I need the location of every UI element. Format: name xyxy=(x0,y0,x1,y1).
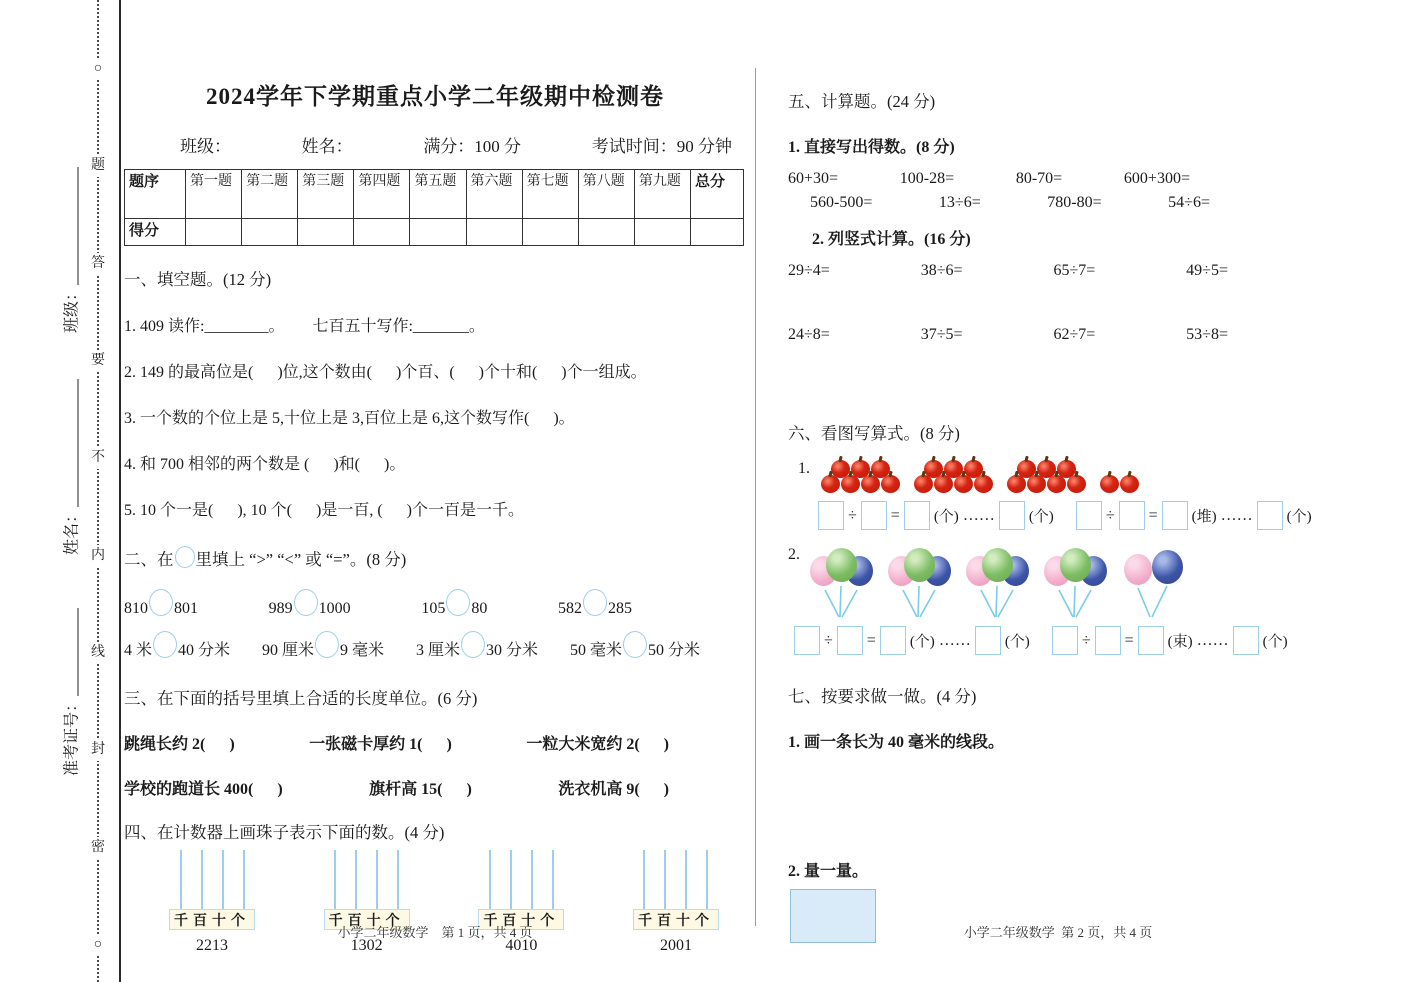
score-table-col: 第五题 xyxy=(410,170,466,219)
math-expression: 60+30= xyxy=(788,170,839,187)
page-1 xyxy=(124,0,746,955)
apple-icon xyxy=(1027,475,1046,493)
math-expression: 780-80= xyxy=(1047,194,1102,211)
score-row-label: 得分 xyxy=(125,219,186,246)
counter-number: 2001 xyxy=(659,937,692,955)
compare-right-value: 1000 xyxy=(318,600,351,618)
math-expression: 100-28= xyxy=(899,170,955,187)
unit-label: (个) xyxy=(1028,509,1054,525)
counter-rod xyxy=(355,850,357,910)
math-expression: 65÷7= xyxy=(1053,262,1096,279)
margin-label-name-text: 姓名： xyxy=(63,506,81,556)
section-2-heading xyxy=(124,546,746,572)
counter-number: 2213 xyxy=(196,937,228,955)
remainder-dots: …… xyxy=(1220,506,1253,524)
margin-label-class xyxy=(59,167,82,333)
math-expression: 38÷6= xyxy=(920,262,963,279)
compare-right-value: 285 xyxy=(607,600,632,618)
compare-pair xyxy=(558,596,632,623)
compare-row xyxy=(124,637,700,665)
section-3-heading: 三、在下面的括号里填上合适的长度单位。(6 分) xyxy=(124,689,478,709)
column-math-row xyxy=(788,262,1228,280)
section-1-heading: 一、填空题。(12 分) xyxy=(124,270,272,289)
unit-fill-row xyxy=(124,776,669,799)
answer-box xyxy=(999,501,1025,530)
compare-pair xyxy=(124,596,198,623)
equals-sign: = xyxy=(866,631,876,649)
counter-rod xyxy=(664,850,666,910)
compare-right-value: 80 xyxy=(471,600,488,618)
question-line: 3. 一个数的个位上是 5,十位上是 3,百位上是 6,这个数写作( )。 xyxy=(124,410,575,427)
math-expression: 62÷7= xyxy=(1053,326,1096,343)
apple-row xyxy=(1099,475,1139,493)
page-1-footer: 小学二年级数学 第 1 页，共 4 页 xyxy=(337,925,533,940)
counter-rod xyxy=(643,850,645,910)
score-cell xyxy=(410,219,466,246)
page-2-footer: 小学二年级数学 第 2 页，共 4 页 xyxy=(963,925,1153,940)
math-expression: 600+300= xyxy=(1123,170,1190,187)
apple-icon xyxy=(1007,475,1026,493)
counter-rod xyxy=(376,850,378,910)
unit-fill-item: 跳绳长约 2( ) xyxy=(124,736,235,754)
balloon-bunch xyxy=(1044,546,1108,620)
answer-box xyxy=(975,626,1001,655)
score-table-col: 第八题 xyxy=(578,170,634,219)
margin-label-exam-number xyxy=(59,608,82,776)
score-cell xyxy=(298,219,354,246)
answer-box xyxy=(861,501,887,530)
math-expression: 53÷8= xyxy=(1186,326,1228,343)
margin-label-class-text: 班级： xyxy=(63,284,81,334)
seal-line-char: ○ xyxy=(90,934,106,956)
pink-balloon-icon xyxy=(1124,554,1152,585)
equation-fill-row xyxy=(818,501,1328,530)
unit-fill-row xyxy=(124,731,669,754)
exam-info-row xyxy=(124,132,746,157)
score-cell xyxy=(578,219,634,246)
compare-left-value: 50 毫米 xyxy=(569,642,622,660)
remainder-dots: …… xyxy=(962,506,995,524)
score-cell xyxy=(634,219,690,246)
apple-group xyxy=(1099,478,1139,493)
compare-left-value: 810 xyxy=(124,600,148,618)
counter-rod xyxy=(510,850,512,910)
counter-base-label: 千百十个 xyxy=(478,909,564,930)
mental-math-row xyxy=(810,194,1210,212)
picture-item-balloons xyxy=(788,546,1328,620)
seal-line-char: 要 xyxy=(90,350,106,372)
apple-icon xyxy=(1120,475,1139,493)
math-expression: 13÷6= xyxy=(938,194,981,211)
math-expression: 37÷5= xyxy=(920,326,963,343)
compare-circle-blank xyxy=(583,589,607,616)
apple-row xyxy=(923,460,983,478)
score-table-col: 第一题 xyxy=(186,170,242,219)
compare-left-value: 4 米 xyxy=(124,642,153,660)
unit-label: (堆) xyxy=(1191,509,1217,525)
balloons-picture xyxy=(810,546,1186,620)
math-expression: 80-70= xyxy=(1015,170,1063,187)
score-cell xyxy=(691,219,744,246)
info-field: 满分：100 分 xyxy=(423,137,522,156)
apple-icon xyxy=(914,475,933,493)
math-expression: 49÷5= xyxy=(1186,262,1228,279)
unit-fill-item: 旗杆高 15( ) xyxy=(369,781,472,799)
counter-rod xyxy=(201,850,203,910)
info-field: 班级： xyxy=(180,137,231,156)
equals-sign: = xyxy=(1148,506,1158,524)
counter-rod xyxy=(552,850,554,910)
apple-icon xyxy=(1047,475,1066,493)
apple-group xyxy=(913,460,993,493)
margin-label-exam-number-text: 准考证号： xyxy=(63,695,81,777)
answer-box xyxy=(794,626,820,655)
counter-rod xyxy=(706,850,708,910)
section-2-heading-post: 里填上 “>” “<” 或 “=”。(8 分) xyxy=(195,550,407,569)
answer-box xyxy=(904,501,930,530)
unit-fill-item: 一粒大米宽约 2( ) xyxy=(526,736,669,754)
compare-pair xyxy=(124,637,230,665)
fill-in-line xyxy=(77,608,79,696)
green-balloon-icon xyxy=(826,548,857,582)
seal-line-char: 不 xyxy=(90,447,106,469)
answer-box xyxy=(1095,626,1121,655)
section-5-sub-2: 2. 列竖式计算。(16 分) xyxy=(812,231,971,248)
equals-sign: = xyxy=(1124,631,1134,649)
apple-icon xyxy=(974,475,993,493)
apple-group xyxy=(1006,460,1086,493)
apples-picture xyxy=(820,460,1139,493)
picture-item-apples xyxy=(798,460,1328,493)
compare-pair xyxy=(570,637,700,665)
answer-box xyxy=(880,626,906,655)
compare-left-value: 3 厘米 xyxy=(415,642,460,660)
unit-label: (个) xyxy=(909,634,935,650)
score-table-col: 第七题 xyxy=(522,170,578,219)
counter-rod xyxy=(489,850,491,910)
page-2 xyxy=(788,0,1328,943)
math-expression: 560-500= xyxy=(810,194,873,211)
exam-title: 2024学年下学期重点小学二年级期中检测卷 xyxy=(206,84,664,109)
blank-circle xyxy=(175,546,195,568)
unit-label: (个) xyxy=(1262,634,1288,650)
answer-box xyxy=(1162,501,1188,530)
compare-pair xyxy=(421,596,487,623)
compare-circle-blank xyxy=(149,589,173,616)
item-number: 1. xyxy=(798,460,810,477)
page-frame-line xyxy=(119,0,121,982)
score-table-corner: 题序 xyxy=(125,170,186,219)
info-field: 姓名： xyxy=(301,137,353,156)
green-balloon-icon xyxy=(904,548,935,582)
answer-box xyxy=(1138,626,1164,655)
score-table-col: 第二题 xyxy=(242,170,298,219)
math-expression: 29÷4= xyxy=(788,262,830,279)
answer-box xyxy=(837,626,863,655)
compare-right-value: 50 分米 xyxy=(647,642,700,660)
counter-rod xyxy=(531,850,533,910)
equation-fill-row xyxy=(794,626,1328,655)
counter-rods xyxy=(489,850,554,910)
score-cell xyxy=(354,219,410,246)
seal-line-text xyxy=(90,0,106,982)
apple-icon xyxy=(841,475,860,493)
counter-rod xyxy=(397,850,399,910)
score-table-col: 第九题 xyxy=(634,170,690,219)
question-line: 1. 409 读作:________。 七百五十写作:_______。 xyxy=(124,318,485,335)
score-cell xyxy=(466,219,522,246)
fill-in-line xyxy=(77,167,79,285)
score-cell xyxy=(186,219,242,246)
compare-right-value: 30 分米 xyxy=(485,642,538,660)
compare-left-value: 105 xyxy=(421,600,446,618)
apple-group xyxy=(820,460,900,493)
apple-row xyxy=(1016,460,1076,478)
compare-circle-blank xyxy=(315,631,339,658)
compare-circle-blank xyxy=(623,631,647,658)
answer-box xyxy=(1076,501,1102,530)
counter-rods xyxy=(643,850,708,910)
compare-left-value: 989 xyxy=(268,600,293,618)
balloon-bunch xyxy=(810,546,874,620)
score-table-total: 总分 xyxy=(691,170,744,219)
unit-label: (个) xyxy=(1004,634,1030,650)
question-line: 2. 149 的最高位是( )位,这个数由( )个百、( )个十和( )个一组成。 xyxy=(124,364,647,381)
apple-icon xyxy=(954,475,973,493)
page-divider-line xyxy=(755,68,756,926)
unit-fill-item: 学校的跑道长 400( ) xyxy=(124,781,283,799)
score-table xyxy=(124,169,744,246)
green-balloon-icon xyxy=(982,548,1013,582)
divide-sign: ÷ xyxy=(1081,631,1091,649)
score-table-col: 第六题 xyxy=(466,170,522,219)
section-4-heading: 四、在计数器上画珠子表示下面的数。(4 分) xyxy=(124,823,445,843)
counter-rod xyxy=(180,850,182,910)
mental-math-row xyxy=(788,170,1190,188)
counter-base-label: 千百十个 xyxy=(324,909,410,930)
compare-pair xyxy=(269,596,351,623)
balloon-bunch xyxy=(888,546,952,620)
section-5-heading: 五、计算题。(24 分) xyxy=(788,92,936,111)
math-expression: 54÷6= xyxy=(1168,194,1210,211)
divide-sign: ÷ xyxy=(848,506,857,524)
apple-icon xyxy=(861,475,880,493)
balloon-bunch xyxy=(966,546,1030,620)
seal-line-char: ○ xyxy=(90,58,106,80)
compare-pair xyxy=(416,637,538,665)
counter-rod xyxy=(243,850,245,910)
counter-rod xyxy=(334,850,336,910)
score-cell xyxy=(242,219,298,246)
compare-right-value: 801 xyxy=(174,600,198,618)
info-field: 考试时间：90 分钟 xyxy=(591,137,732,156)
divide-sign: ÷ xyxy=(824,631,833,649)
compare-row xyxy=(124,596,632,623)
apple-icon xyxy=(1067,475,1086,493)
apple-row xyxy=(830,460,890,478)
score-table-col: 第三题 xyxy=(298,170,354,219)
compare-circle-blank xyxy=(461,631,485,658)
compare-left-value: 582 xyxy=(557,600,582,618)
question-line: 4. 和 700 相邻的两个数是 ( )和( )。 xyxy=(124,456,406,473)
question-line: 1. 画一条长为 40 毫米的线段。 xyxy=(788,734,1005,751)
counter-number: 4010 xyxy=(505,937,538,955)
answer-box xyxy=(818,501,844,530)
counter-base-label: 千百十个 xyxy=(633,909,719,930)
item-number: 2. xyxy=(788,546,800,563)
unit-label: (束) xyxy=(1167,634,1193,650)
seal-line-char: 线 xyxy=(90,642,106,664)
counter-number: 1302 xyxy=(350,937,383,955)
seal-line-char: 内 xyxy=(90,545,106,567)
question-line: 2. 量一量。 xyxy=(788,863,869,880)
section-5-sub-1: 1. 直接写出得数。(8 分) xyxy=(788,139,955,156)
compare-left-value: 90 厘米 xyxy=(261,642,314,660)
seal-line-char: 答 xyxy=(90,253,106,275)
compare-circle-blank xyxy=(294,589,318,616)
question-line: 5. 10 个一是( ), 10 个( )是一百, ( )个一百是一千。 xyxy=(124,502,524,519)
answer-box xyxy=(1233,626,1259,655)
seal-line-char: 封 xyxy=(90,739,106,761)
compare-right-value: 9 毫米 xyxy=(340,642,385,660)
section-2-heading-pre: 二、在 xyxy=(124,550,174,569)
seal-line-char: 题 xyxy=(90,155,106,177)
balloon-bunch xyxy=(1122,546,1186,620)
unit-fill-item: 一张磁卡厚约 1( ) xyxy=(309,736,452,754)
column-math-row xyxy=(788,326,1228,344)
remainder-dots: …… xyxy=(938,631,971,649)
apple-icon xyxy=(881,475,900,493)
counter-rod xyxy=(685,850,687,910)
compare-circle-blank xyxy=(153,631,177,658)
answer-box xyxy=(1119,501,1145,530)
counter-rods xyxy=(180,850,245,910)
answer-box xyxy=(1257,501,1283,530)
green-balloon-icon xyxy=(1060,548,1091,582)
counter-rod xyxy=(222,850,224,910)
compare-circle-blank xyxy=(446,589,470,616)
remainder-dots: …… xyxy=(1196,631,1229,649)
divide-sign: ÷ xyxy=(1105,506,1115,524)
compare-right-value: 40 分米 xyxy=(178,642,231,660)
section-6-heading: 六、看图写算式。(8 分) xyxy=(788,424,960,443)
answer-box xyxy=(1052,626,1078,655)
unit-label: (个) xyxy=(1286,509,1312,525)
fill-in-line xyxy=(77,379,79,507)
seal-line-char: 密 xyxy=(90,837,106,859)
equals-sign: = xyxy=(890,506,900,524)
blue-balloon-icon xyxy=(1152,550,1183,584)
math-expression: 24÷8= xyxy=(788,326,830,343)
counter-base-label: 千百十个 xyxy=(169,909,255,930)
apple-icon xyxy=(1100,475,1119,493)
apple-icon xyxy=(821,475,840,493)
score-cell xyxy=(522,219,578,246)
compare-pair xyxy=(262,637,384,665)
counter-rods xyxy=(334,850,399,910)
section-7-heading: 七、按要求做一做。(4 分) xyxy=(788,687,977,706)
unit-fill-item: 洗衣机高 9( ) xyxy=(558,781,669,799)
margin-label-name xyxy=(59,379,82,555)
unit-label: (个) xyxy=(933,509,959,525)
score-table-col: 第四题 xyxy=(354,170,410,219)
apple-icon xyxy=(934,475,953,493)
